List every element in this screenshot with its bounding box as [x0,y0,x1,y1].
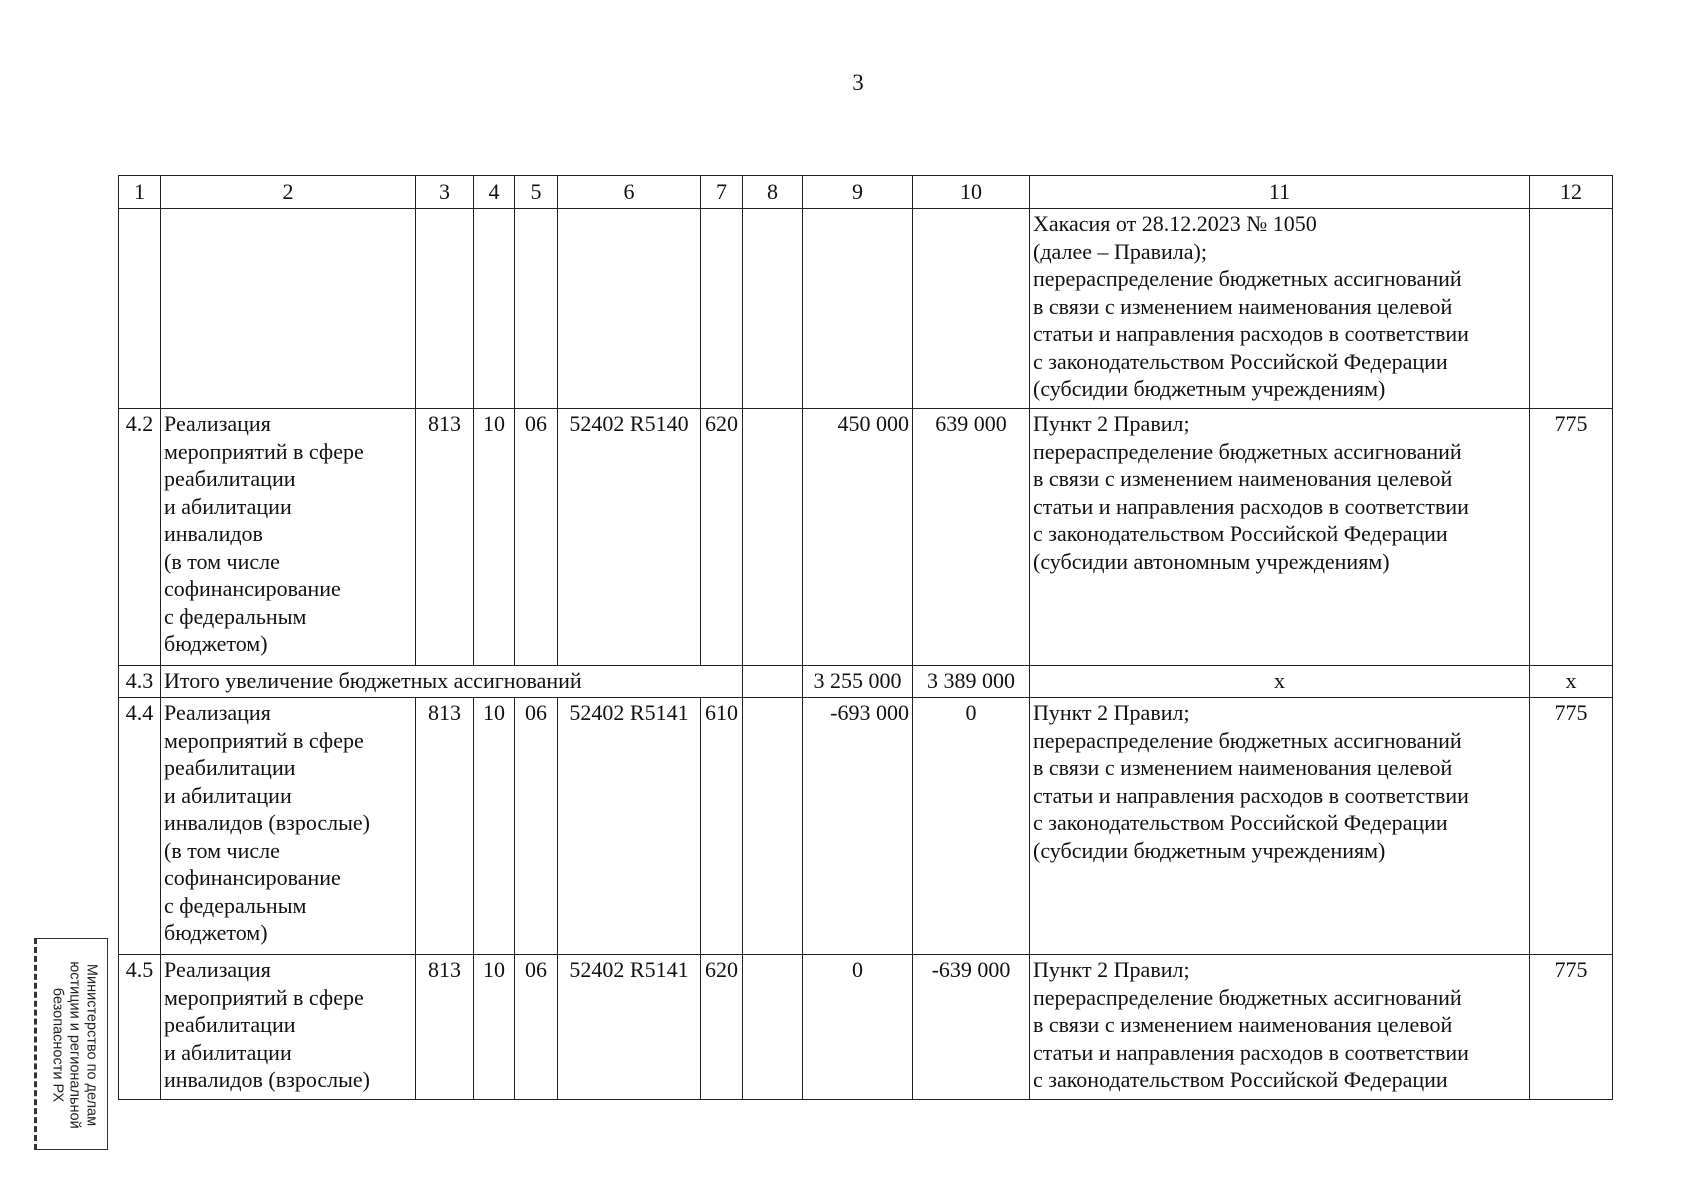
stamp-text: Министерство по делам юстиции и региональной безопасности РХ [49,961,100,1129]
cell-code-12: 775 [1530,698,1613,955]
cell-code-5: 06 [515,698,558,955]
cell-code-6: 52402 R5140 [558,409,701,666]
cell-empty [558,209,701,409]
registration-stamp [34,938,108,1150]
cell-empty [1530,209,1613,409]
cell-amount-9: -693 000 [803,698,913,955]
budget-table [118,175,1613,1100]
cell-item-name: Реализация мероприятий в сфере реабилитации и абилитации инвалидов (взрослые) [161,955,416,1100]
table-row-total [119,666,1613,698]
cell-code-7: 610 [701,698,743,955]
cell-code-4: 10 [474,698,515,955]
cell-amount-10: 3 389 000 [913,666,1030,698]
cell-amount-9: 450 000 [803,409,913,666]
header-cell: 9 [803,176,913,209]
cell-justification: Хакасия от 28.12.2023 № 1050 (далее – Правила); перераспределение бюджетных ассигнований в связи с изменением наименования целевой статьи и направления расходов в соответствии с законодательством Российской Федерации (субсидии бюджетным учреждениям) [1030,209,1530,409]
cell-code-8 [743,409,803,666]
header-cell: 10 [913,176,1030,209]
cell-justification: Пункт 2 Правил; перераспределение бюджетных ассигнований в связи с изменением наименования целевой статьи и направления расходов в соответствии с законодательством Российской Федерации (субсидии автономным учреждениям) [1030,409,1530,666]
cell-code-12: 775 [1530,409,1613,666]
header-cell: 4 [474,176,515,209]
cell-code-12: 775 [1530,955,1613,1100]
cell-code-5: 06 [515,409,558,666]
header-cell: 3 [416,176,474,209]
cell-empty [743,666,803,698]
cell-code-3: 813 [416,955,474,1100]
header-cell: 2 [161,176,416,209]
header-cell: 12 [1530,176,1613,209]
cell-amount-10: 639 000 [913,409,1030,666]
cell-justification: Пункт 2 Правил; перераспределение бюджетных ассигнований в связи с изменением наименования целевой статьи и направления расходов в соответствии с законодательством Российской Федерации (субсидии бюджетным учреждениям) [1030,698,1530,955]
header-row [119,176,1613,209]
header-cell: 5 [515,176,558,209]
cell-code-4: 10 [474,409,515,666]
cell-code-12: х [1530,666,1613,698]
cell-empty [119,209,161,409]
table-row [119,409,1613,666]
cell-code-3: 813 [416,409,474,666]
header-cell: 6 [558,176,701,209]
cell-item-name: Реализация мероприятий в сфере реабилитации и абилитации инвалидов (взрослые) (в том числе софинансирование с федеральным бюджетом) [161,698,416,955]
table-row-continuation [119,209,1613,409]
cell-justification: Пункт 2 Правил; перераспределение бюджетных ассигнований в связи с изменением наименования целевой статьи и направления расходов в соответствии с законодательством Российской Федерации [1030,955,1530,1100]
cell-amount-9: 0 [803,955,913,1100]
cell-code-4: 10 [474,955,515,1100]
page-number: 3 [852,70,864,95]
cell-row-number: 4.5 [119,955,161,1100]
cell-row-number: 4.4 [119,698,161,955]
cell-code-8 [743,698,803,955]
cell-empty [474,209,515,409]
cell-amount-10: -639 000 [913,955,1030,1100]
table-row [119,698,1613,955]
cell-empty [913,209,1030,409]
cell-empty [701,209,743,409]
cell-empty [161,209,416,409]
cell-code-3: 813 [416,698,474,955]
header-cell: 7 [701,176,743,209]
cell-empty [515,209,558,409]
cell-code-6: 52402 R5141 [558,698,701,955]
cell-row-number: 4.3 [119,666,161,698]
cell-code-8 [743,955,803,1100]
header-cell: 11 [1030,176,1530,209]
cell-code-5: 06 [515,955,558,1100]
table-row [119,955,1613,1100]
cell-justification: х [1030,666,1530,698]
cell-total-label: Итого увеличение бюджетных ассигнований [161,666,743,698]
cell-code-6: 52402 R5141 [558,955,701,1100]
cell-empty [803,209,913,409]
header-cell: 8 [743,176,803,209]
cell-row-number: 4.2 [119,409,161,666]
cell-code-7: 620 [701,409,743,666]
cell-amount-10: 0 [913,698,1030,955]
header-cell: 1 [119,176,161,209]
cell-empty [416,209,474,409]
cell-empty [743,209,803,409]
cell-code-7: 620 [701,955,743,1100]
cell-amount-9: 3 255 000 [803,666,913,698]
cell-item-name: Реализация мероприятий в сфере реабилитации и абилитации инвалидов (в том числе софинансирование с федеральным бюджетом) [161,409,416,666]
